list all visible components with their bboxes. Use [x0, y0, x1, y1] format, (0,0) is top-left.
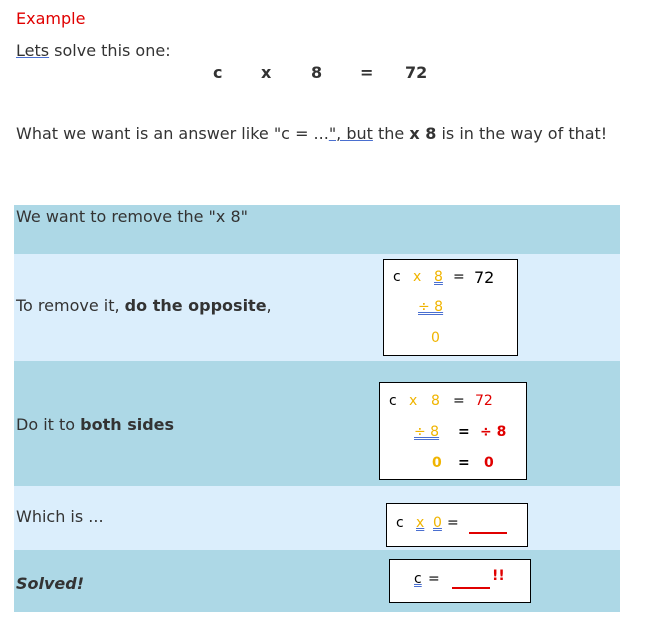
solved-box — [389, 559, 531, 603]
b2-result: 72 — [475, 393, 493, 409]
explanation-paragraph: What we want is an answer like "c = ...", but the x 8 is in the way of that! — [16, 124, 608, 143]
b1-equals: = — [453, 269, 465, 285]
example-title: Example — [16, 9, 86, 28]
equation-x: x — [261, 63, 272, 82]
b1-divide: ÷ 8 — [418, 299, 444, 315]
b3-c: c — [396, 515, 404, 531]
row4-text: Which is ... — [16, 507, 104, 526]
b2-equals2: = — [458, 424, 470, 440]
b4-answer-blank — [452, 573, 490, 589]
row-which-is — [14, 486, 620, 550]
b4-exclaim: !! — [492, 568, 505, 584]
b3-x: x — [416, 515, 425, 531]
b3-answer-blank — [469, 518, 507, 534]
b2-c: c — [389, 393, 397, 409]
b3-equals: = — [447, 515, 459, 531]
both-sides-box — [379, 382, 527, 480]
row5-text: Solved! — [16, 574, 85, 593]
intro-lets: Lets — [16, 41, 50, 60]
intro-rest: solve this one: — [49, 41, 171, 60]
b2-divide-left: ÷ 8 — [414, 424, 440, 440]
equation-result: 72 — [405, 63, 428, 82]
b1-eight: 8 — [434, 269, 443, 285]
b1-zero: 0 — [431, 330, 440, 346]
b2-zero-left: 0 — [432, 455, 442, 471]
b4-c: c — [414, 571, 422, 587]
intro-text — [16, 41, 171, 60]
which-is-box — [386, 503, 528, 547]
b4-equals: = — [428, 571, 440, 587]
b2-x: x — [409, 393, 418, 409]
equation-eight: 8 — [311, 63, 323, 82]
b2-zero-right: 0 — [484, 455, 494, 471]
b1-c: c — [393, 269, 401, 285]
b1-x: x — [413, 269, 422, 285]
b2-eight: 8 — [431, 393, 440, 409]
row1-text: We want to remove the "x 8" — [16, 207, 248, 226]
opposite-box — [383, 259, 518, 356]
b2-equals: = — [453, 393, 465, 409]
b2-equals3: = — [458, 455, 470, 471]
b3-zero: 0 — [433, 515, 442, 531]
equation-c: c — [213, 63, 223, 82]
row2-text: To remove it, do the opposite, — [16, 296, 272, 315]
row3-text: Do it to both sides — [16, 415, 175, 434]
b1-result: 72 — [474, 268, 495, 287]
equation-equals: = — [360, 63, 374, 82]
b2-divide-right: ÷ 8 — [480, 424, 507, 440]
